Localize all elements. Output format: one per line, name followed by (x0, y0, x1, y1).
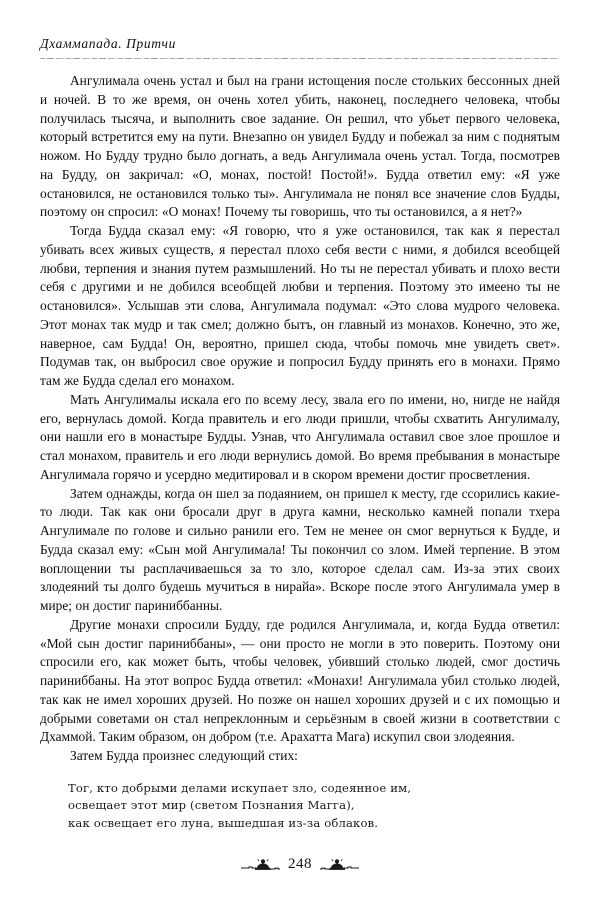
paragraph: Тогда Будда сказал ему: «Я говорю, что я уже остановился, так как я перестал убивать всех живых существ, я перестал плохо себя вести с ними, я добился всеобщей любви, терпения и знания путем размышлений. Но ты не перестал убивать и плохо вести себя с другими и не добился всеобщей любви и терпения. Поэтому это имеено ты не остановился». Услышав эти слова, Ангулимала подумал: «Это слова мудрого человека. Этот монах так мудр и так смел; должно бытъ, он главный из монахов. Конечно, это же, наверное, сам Будда! Он, вероятно, пришел сюда, чтобы помочь мне увидеть свет». Подумав так, он выбросил свое оружие и попросил Будду принять его в монахи. Прямо там же Будда сделал его монахом. (40, 223, 560, 388)
page-footer (0, 856, 600, 873)
paragraph: Мать Ангулималы искала его по всему лесу, звала его по имени, но, нигде не найдя его, вернулась домой. Когда правитель и его люди пришли, чтобы схватить Ангулималу, они нашли его в монастыре Будды. Узнав, что Ангулимала оставил свое злое прошлое и стал монахом, правитель и его люди вернулись домой. Во время пребывания в монастыре Ангулимала горячо и усердно медитировал и в скором времени достиг просветления. (40, 391, 560, 482)
paragraph: Ангулимала очень устал и был на грани истощения после стольких бессонных дней и ночей. В то же время, он очень хотел убить, наконец, последнего человека, чтобы получилась тысяча, и выполнить свое задание. Он решил, что убьет первого человека, который встретится ему на пути. Внезапно он увидел Будду и побежал за ним с поднятым ножом. Но Будду трудно было догнать, а ведь Ангулимала очень устал. Тогда, посмотрев на Будду, он закричал: «О, монах, постой! Постой!». Будда ответил ему: «Я уже остановился, не остановился только ты». Ангулимала не понял все значение слов Будды, поэтому он спросил: «О монах! Почему ты говоришь, что ты остановился, а я нет?» (40, 73, 560, 220)
paragraph: Затем Будда произнес следующий стих: (70, 748, 298, 763)
paragraph: Затем однажды, когда он шел за подаянием, он пришел к месту, где ссорились какие-то люди. Так как они бросали друг в друга камни, несколько камней попали тхера Ангулимале по голове и сильно ранили его. Тем не менее он смог вернуться к Будде, и Будда сказал ему: «Сын мой Ангулимала! Ты покончил со злом. Имей терпение. В этом воплощении ты расплачиваешься за то зло, которое сделал сам. Из-за этих своих злодеяний ты долго будешь мучиться в нирайа». Вскоре после этого Ангулимала умер в мире; он достиг париниббанны. (40, 485, 560, 613)
running-head-title: Дхаммапада. Притчи (40, 36, 176, 51)
floral-ornament-icon (319, 857, 361, 873)
running-head (40, 36, 560, 52)
verse-line: как освещает его луна, вышедшая из-за облаков. (68, 815, 379, 830)
paragraph: Другие монахи спросили Будду, где родился Ангулимала, и, когда Будда ответил: «Мой сын достиг париниббаны», — они просто не могли в это поверить. Поэтому они спросили его, как может быть, чтобы человек, убивший столько людей, смог достичь париниббаны. На этот вопрос Будда ответил: «Монахи! Ангулимала убил столько людей, так как не имел хороших друзей. Но позже он нашел хороших друзей и с их помощью и добрыми советами он стал непреклонным и серьёзным в своей жизни в соответствии с Дхаммой. Таким образом, он добром (т.е. Арахатта Мага) искупил свои злодеяния. (40, 616, 560, 745)
page-number: 248 (288, 856, 312, 872)
verse-line: освещает этот мир (светом Познания Магга), (68, 798, 355, 813)
header-rule-divider (40, 58, 560, 59)
body-text-column (40, 72, 560, 832)
verse-line: Тог, кто добрыми делами искупает зло, содеянное им, (68, 780, 412, 795)
floral-ornament-icon (239, 857, 281, 873)
verse-block (40, 780, 560, 833)
